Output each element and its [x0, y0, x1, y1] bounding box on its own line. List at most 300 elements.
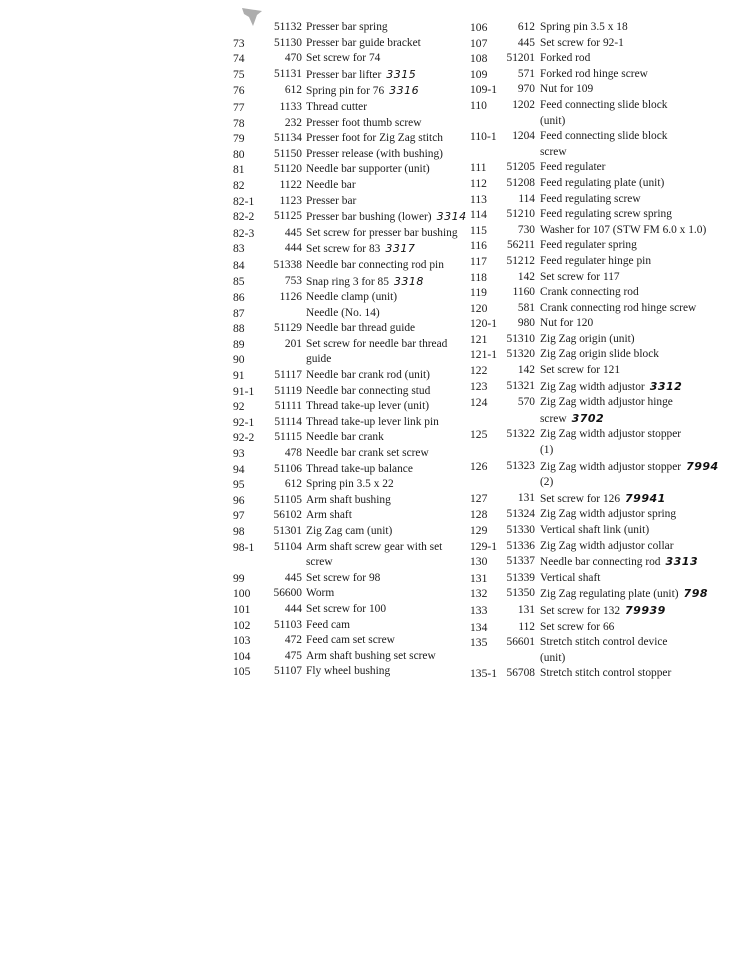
- part-number: 51330: [506, 524, 535, 536]
- figure-number: 115: [470, 223, 487, 237]
- part-number: 51125: [273, 210, 302, 223]
- figure-number: 93: [233, 447, 245, 461]
- parts-row: [233, 194, 473, 210]
- figure-number: 82-3: [233, 226, 255, 240]
- part-description: Needle bar thread guide: [306, 322, 416, 335]
- parts-row: [233, 83, 473, 100]
- figure-number: 95: [233, 478, 245, 492]
- part-description: Presser foot for Zig Zag stitch: [306, 132, 443, 145]
- parts-row: [233, 399, 473, 415]
- part-number: 51339: [506, 571, 535, 584]
- part-description: Spring pin 3.5 x 18: [540, 21, 628, 33]
- part-number: 445: [517, 36, 535, 49]
- figure-number: 79: [233, 132, 245, 146]
- part-description: Set screw for 100: [306, 602, 387, 615]
- parts-row: [233, 368, 473, 384]
- figure-number: 81: [233, 163, 245, 177]
- parts-row: [470, 571, 732, 587]
- part-number: 51323: [506, 459, 535, 472]
- parts-row: [233, 555, 473, 571]
- parts-row: [470, 491, 732, 508]
- part-description: Set screw for 74: [306, 52, 381, 65]
- part-description: Snap ring 3 for 85 3318: [306, 274, 424, 288]
- figure-number: 88: [233, 322, 245, 336]
- parts-row: [470, 176, 732, 192]
- figure-number: 128: [470, 508, 488, 522]
- part-description: Feed regulater: [540, 161, 606, 174]
- part-description: Set screw for 126 79941: [540, 491, 666, 505]
- part-number: 51107: [273, 665, 302, 678]
- part-description: Needle bar crank rod (unit): [306, 369, 430, 382]
- figure-number: 110-1: [470, 130, 497, 144]
- part-description: Presser foot thumb screw: [306, 116, 422, 129]
- part-number: 51337: [506, 555, 535, 568]
- part-description: Set screw for needle bar thread: [306, 337, 448, 350]
- part-number: 51321: [506, 379, 535, 392]
- parts-row: [233, 586, 473, 602]
- figure-number: 130: [470, 555, 488, 569]
- figure-number: 78: [233, 116, 245, 130]
- part-number: 51106: [273, 462, 302, 475]
- part-number: 51201: [506, 52, 535, 65]
- part-description: Zig Zag width adjustor hinge: [540, 396, 673, 409]
- parts-row: [233, 321, 473, 337]
- part-number: 612: [284, 84, 302, 97]
- handwritten-note: 3313: [665, 555, 699, 569]
- part-number: 201: [284, 337, 302, 350]
- part-description: Feed regulating screw spring: [540, 208, 672, 221]
- part-number: 51120: [273, 163, 302, 176]
- part-description: Worm: [306, 587, 335, 600]
- part-description: Stretch stitch control stopper: [540, 667, 672, 680]
- parts-row: [470, 332, 732, 348]
- part-number: 56708: [506, 667, 535, 680]
- parts-row: [470, 539, 732, 555]
- part-number: 51208: [506, 176, 535, 189]
- part-description: Feed regulating screw: [540, 192, 641, 205]
- handwritten-note: 3314: [436, 210, 467, 224]
- part-number: 51131: [273, 67, 302, 80]
- part-number: 51119: [274, 384, 302, 397]
- part-number: 51336: [506, 539, 535, 552]
- handwritten-note: 3316: [389, 84, 420, 98]
- part-number: 51320: [506, 348, 535, 361]
- part-description: Needle bar connecting rod pin: [306, 258, 444, 271]
- part-description: Zig Zag width adjustor stopper: [540, 428, 682, 441]
- part-description: Stretch stitch control device: [540, 636, 668, 649]
- parts-row: [233, 51, 473, 67]
- parts-row: [233, 147, 473, 163]
- figure-number: 122: [470, 364, 488, 378]
- parts-row: [470, 238, 732, 254]
- parts-row: [233, 131, 473, 147]
- part-description: Zig Zag width adjustor spring: [540, 508, 677, 521]
- part-number: 472: [284, 634, 302, 647]
- part-number: 1123: [279, 194, 302, 207]
- part-description: Needle bar crank: [306, 431, 384, 444]
- figure-number: 120: [470, 301, 488, 315]
- parts-row: [233, 462, 473, 478]
- figure-number: 102: [233, 618, 251, 632]
- parts-row: [233, 352, 473, 368]
- parts-row: [470, 507, 732, 523]
- figure-number: 96: [233, 493, 245, 507]
- figure-number: 75: [233, 67, 245, 81]
- parts-row: [233, 633, 473, 649]
- parts-row: [233, 306, 473, 322]
- parts-row: [470, 254, 732, 270]
- parts-row: [470, 363, 732, 379]
- part-description: Fly wheel bushing: [306, 665, 391, 678]
- parts-row: [233, 258, 473, 274]
- part-description: Needle clamp (unit): [306, 291, 398, 304]
- figure-number: 90: [233, 353, 245, 367]
- figure-number: 120-1: [470, 317, 498, 331]
- part-description: screw 3702: [540, 411, 605, 425]
- part-description: Forked rod hinge screw: [540, 67, 648, 80]
- part-description: (unit): [540, 114, 566, 127]
- parts-row: [233, 274, 473, 291]
- parts-row: [233, 415, 473, 431]
- part-number: 51210: [506, 208, 535, 221]
- parts-row: [470, 443, 732, 459]
- parts-row: [470, 379, 732, 396]
- figure-number: 124: [470, 396, 488, 410]
- parts-row: [233, 178, 473, 194]
- part-description: Feed cam: [306, 618, 350, 631]
- part-description: Nut for 120: [540, 317, 594, 330]
- part-number: 56601: [506, 636, 535, 649]
- figure-number: 101: [233, 602, 251, 616]
- part-description: (unit): [540, 651, 566, 664]
- figure-number: 94: [233, 462, 245, 476]
- figure-number: 125: [470, 428, 488, 442]
- part-description: Feed cam set screw: [306, 634, 395, 647]
- handwritten-note: 7994: [686, 459, 719, 473]
- figure-number: 92-1: [233, 415, 255, 429]
- part-number: 51114: [274, 415, 302, 428]
- part-number: 1122: [279, 178, 302, 191]
- parts-row: [233, 209, 473, 226]
- part-description: Spring pin for 76 3316: [306, 84, 420, 98]
- parts-row: [233, 100, 473, 116]
- part-number: 612: [517, 21, 535, 33]
- part-number: 445: [284, 571, 302, 584]
- parts-row: [233, 20, 473, 36]
- figure-number: 133: [470, 603, 488, 617]
- part-description: Thread cutter: [306, 100, 368, 113]
- parts-row: [233, 540, 473, 556]
- parts-row: [470, 635, 732, 651]
- parts-row: [233, 67, 473, 84]
- parts-row: [470, 603, 732, 620]
- part-description: Set screw for 132 79939: [540, 603, 666, 617]
- part-description: screw: [306, 556, 333, 569]
- figure-number: 135: [470, 636, 488, 650]
- figure-number: 121-1: [470, 348, 498, 362]
- part-number: 51104: [273, 540, 302, 553]
- parts-row: [470, 285, 732, 301]
- figure-number: 116: [470, 239, 487, 253]
- part-number: 51350: [506, 587, 535, 600]
- part-number: 445: [284, 226, 302, 239]
- parts-row: [233, 508, 473, 524]
- figure-number: 110: [470, 98, 487, 112]
- figure-number: 109: [470, 67, 488, 81]
- figure-number: 119: [470, 286, 487, 300]
- handwritten-note: 3312: [649, 379, 683, 393]
- parts-row: [470, 475, 732, 491]
- parts-row: [233, 290, 473, 306]
- part-description: Arm shaft bushing: [306, 493, 391, 506]
- part-description: Feed connecting slide block: [540, 130, 668, 143]
- part-description: Vertical shaft link (unit): [540, 524, 650, 536]
- part-description: Zig Zag regulating plate (unit) 798: [540, 587, 709, 601]
- parts-row: [470, 316, 732, 332]
- figure-number: 89: [233, 337, 245, 351]
- left-parts-column: [233, 20, 473, 680]
- parts-row: [233, 602, 473, 618]
- parts-row: [233, 664, 473, 680]
- part-number: 753: [284, 274, 302, 287]
- parts-row: [470, 82, 732, 98]
- part-description: Feed regulater spring: [540, 239, 637, 252]
- part-number: 51134: [273, 132, 302, 145]
- part-number: 131: [517, 491, 535, 504]
- part-description: Presser release (with bushing): [306, 147, 443, 160]
- figure-number: 97: [233, 509, 245, 523]
- part-number: 51322: [506, 428, 535, 441]
- parts-row: [233, 649, 473, 665]
- figure-number: 104: [233, 649, 251, 663]
- parts-row: [470, 270, 732, 286]
- part-description: (2): [540, 476, 554, 489]
- part-description: Forked rod: [540, 52, 591, 65]
- part-description: Set screw for 117: [540, 270, 620, 283]
- part-description: Washer for 107 (STW FM 6.0 x 1.0): [540, 223, 707, 236]
- part-description: Set screw for 98: [306, 571, 381, 584]
- part-description: Feed regulating plate (unit): [540, 176, 665, 189]
- figure-number: 127: [470, 491, 488, 505]
- part-description: Zig Zag origin slide block: [540, 348, 659, 361]
- figure-number: 109-1: [470, 83, 498, 97]
- parts-row: [470, 347, 732, 363]
- figure-number: 131: [470, 571, 488, 585]
- figure-number: 123: [470, 379, 488, 393]
- parts-row: [233, 571, 473, 587]
- part-description: Zig Zag width adjustor 3312: [540, 379, 683, 393]
- parts-row: [233, 116, 473, 132]
- figure-number: 121: [470, 332, 488, 346]
- part-number: 970: [517, 83, 535, 96]
- parts-row: [470, 98, 732, 114]
- parts-row: [470, 651, 732, 667]
- figure-number: 114: [470, 208, 487, 222]
- part-number: 1202: [512, 98, 535, 111]
- part-description: Feed connecting slide block: [540, 98, 668, 111]
- figure-number: 108: [470, 52, 488, 66]
- part-description: (1): [540, 444, 554, 457]
- part-description: Thread take-up lever (unit): [306, 400, 430, 413]
- parts-row: [470, 554, 732, 571]
- part-number: 114: [518, 192, 535, 205]
- figure-number: 92: [233, 400, 245, 414]
- parts-row: [233, 241, 473, 258]
- part-description: Crank connecting rod hinge screw: [540, 301, 697, 314]
- figure-number: 105: [233, 665, 251, 679]
- part-number: 56102: [273, 509, 302, 522]
- part-number: 51105: [273, 493, 302, 506]
- parts-row: [233, 618, 473, 634]
- figure-number: 135-1: [470, 667, 498, 681]
- part-number: 1204: [512, 130, 535, 143]
- part-number: 475: [284, 649, 302, 662]
- part-number: 51301: [273, 525, 302, 537]
- handwritten-note: 798: [683, 587, 709, 601]
- figure-number: 106: [470, 21, 488, 34]
- part-description: Presser bar guide bracket: [306, 36, 421, 49]
- parts-row: [470, 129, 732, 145]
- parts-row: [470, 427, 732, 443]
- handwritten-note: 3315: [386, 67, 417, 81]
- part-number: 142: [517, 364, 535, 377]
- figure-number: 103: [233, 634, 251, 648]
- handwritten-note: 3317: [385, 242, 416, 256]
- part-number: 1160: [512, 286, 535, 299]
- part-number: 51150: [273, 147, 302, 160]
- part-number: 444: [284, 242, 302, 255]
- part-description: Needle bar: [306, 178, 356, 191]
- parts-row: [233, 384, 473, 400]
- part-number: 612: [284, 478, 302, 491]
- part-description: Set screw for 121: [540, 364, 621, 377]
- part-description: Arm shaft bushing set screw: [306, 649, 436, 662]
- figure-number: 73: [233, 36, 245, 50]
- part-description: Zig Zag cam (unit): [306, 525, 393, 537]
- part-number: 1126: [279, 291, 302, 304]
- part-description: Needle bar supporter (unit): [306, 163, 430, 176]
- figure-number: 85: [233, 274, 245, 288]
- part-number: 51132: [273, 21, 302, 33]
- part-number: 444: [284, 602, 302, 615]
- parts-row: [470, 160, 732, 176]
- figure-number: 86: [233, 291, 245, 305]
- figure-number: 91-1: [233, 384, 255, 398]
- part-number: 570: [517, 396, 535, 409]
- part-number: 51205: [506, 161, 535, 174]
- part-description: Feed regulater hinge pin: [540, 254, 652, 267]
- part-number: 51212: [506, 254, 535, 267]
- part-description: Set screw for 92-1: [540, 36, 624, 49]
- figure-number: 82: [233, 178, 245, 192]
- parts-row: [233, 493, 473, 509]
- part-description: Zig Zag width adjustor collar: [540, 539, 674, 552]
- parts-row: [470, 207, 732, 223]
- parts-row: [470, 145, 732, 161]
- figure-number: 111: [470, 161, 487, 175]
- parts-row: [470, 51, 732, 67]
- parts-row: [233, 162, 473, 178]
- part-number: 51117: [274, 369, 302, 382]
- figure-number: 83: [233, 242, 245, 256]
- parts-row: [233, 477, 473, 493]
- parts-row: [470, 523, 732, 539]
- part-description: Presser bar: [306, 194, 357, 207]
- part-number: 112: [518, 620, 535, 633]
- part-description: Arm shaft: [306, 509, 352, 522]
- parts-row: [233, 226, 473, 242]
- figure-number: 100: [233, 587, 251, 601]
- part-description: Set screw for 83 3317: [306, 242, 416, 256]
- figure-number: 98: [233, 525, 245, 538]
- part-number: 51111: [274, 400, 302, 413]
- part-number: 980: [517, 317, 535, 330]
- part-number: 232: [284, 116, 302, 129]
- parts-row: [233, 430, 473, 446]
- figure-number: 129: [470, 524, 488, 537]
- part-description: Zig Zag width adjustor stopper 7994: [540, 459, 719, 473]
- part-number: 571: [517, 67, 535, 80]
- figure-number: 87: [233, 306, 245, 320]
- figure-number: 126: [470, 459, 488, 473]
- parts-row: [233, 524, 473, 540]
- parts-row: [233, 337, 473, 353]
- part-description: Needle bar connecting rod 3313: [540, 555, 699, 569]
- parts-row: [470, 620, 732, 636]
- parts-row: [470, 192, 732, 208]
- figure-number: 99: [233, 571, 245, 585]
- part-description: Presser bar spring: [306, 21, 388, 33]
- parts-row: [470, 395, 732, 411]
- part-number: 1133: [279, 100, 302, 113]
- parts-row: [233, 36, 473, 52]
- parts-row: [470, 36, 732, 52]
- parts-row: [470, 223, 732, 239]
- figure-number: 134: [470, 620, 488, 634]
- figure-number: 84: [233, 258, 245, 272]
- part-description: Arm shaft screw gear with set: [306, 540, 443, 553]
- handwritten-note: 3702: [571, 411, 605, 425]
- parts-row: [470, 301, 732, 317]
- part-number: 581: [517, 301, 535, 314]
- figure-number: 82-1: [233, 194, 255, 208]
- right-parts-column: [470, 20, 732, 682]
- handwritten-note: 3318: [393, 274, 424, 288]
- part-number: 56211: [506, 239, 535, 252]
- part-number: 131: [517, 603, 535, 616]
- part-number: 56600: [273, 587, 302, 600]
- handwritten-note: 79941: [625, 491, 666, 505]
- parts-row: [470, 459, 732, 476]
- part-number: 730: [517, 223, 535, 236]
- parts-row: [470, 666, 732, 682]
- parts-row: [470, 586, 732, 603]
- figure-number: 98-1: [233, 540, 255, 554]
- parts-row: [470, 67, 732, 83]
- parts-row: [233, 446, 473, 462]
- part-description: guide: [306, 353, 332, 366]
- figure-number: 117: [470, 254, 487, 268]
- part-description: Needle bar crank set screw: [306, 447, 429, 460]
- part-number: 51338: [273, 258, 302, 271]
- part-description: Vertical shaft: [540, 571, 601, 584]
- part-description: screw: [540, 145, 567, 158]
- part-number: 51115: [274, 431, 302, 444]
- part-number: 51130: [273, 36, 302, 49]
- figure-number: 118: [470, 270, 487, 284]
- part-number: 142: [517, 270, 535, 283]
- part-description: Thread take-up balance: [306, 462, 413, 475]
